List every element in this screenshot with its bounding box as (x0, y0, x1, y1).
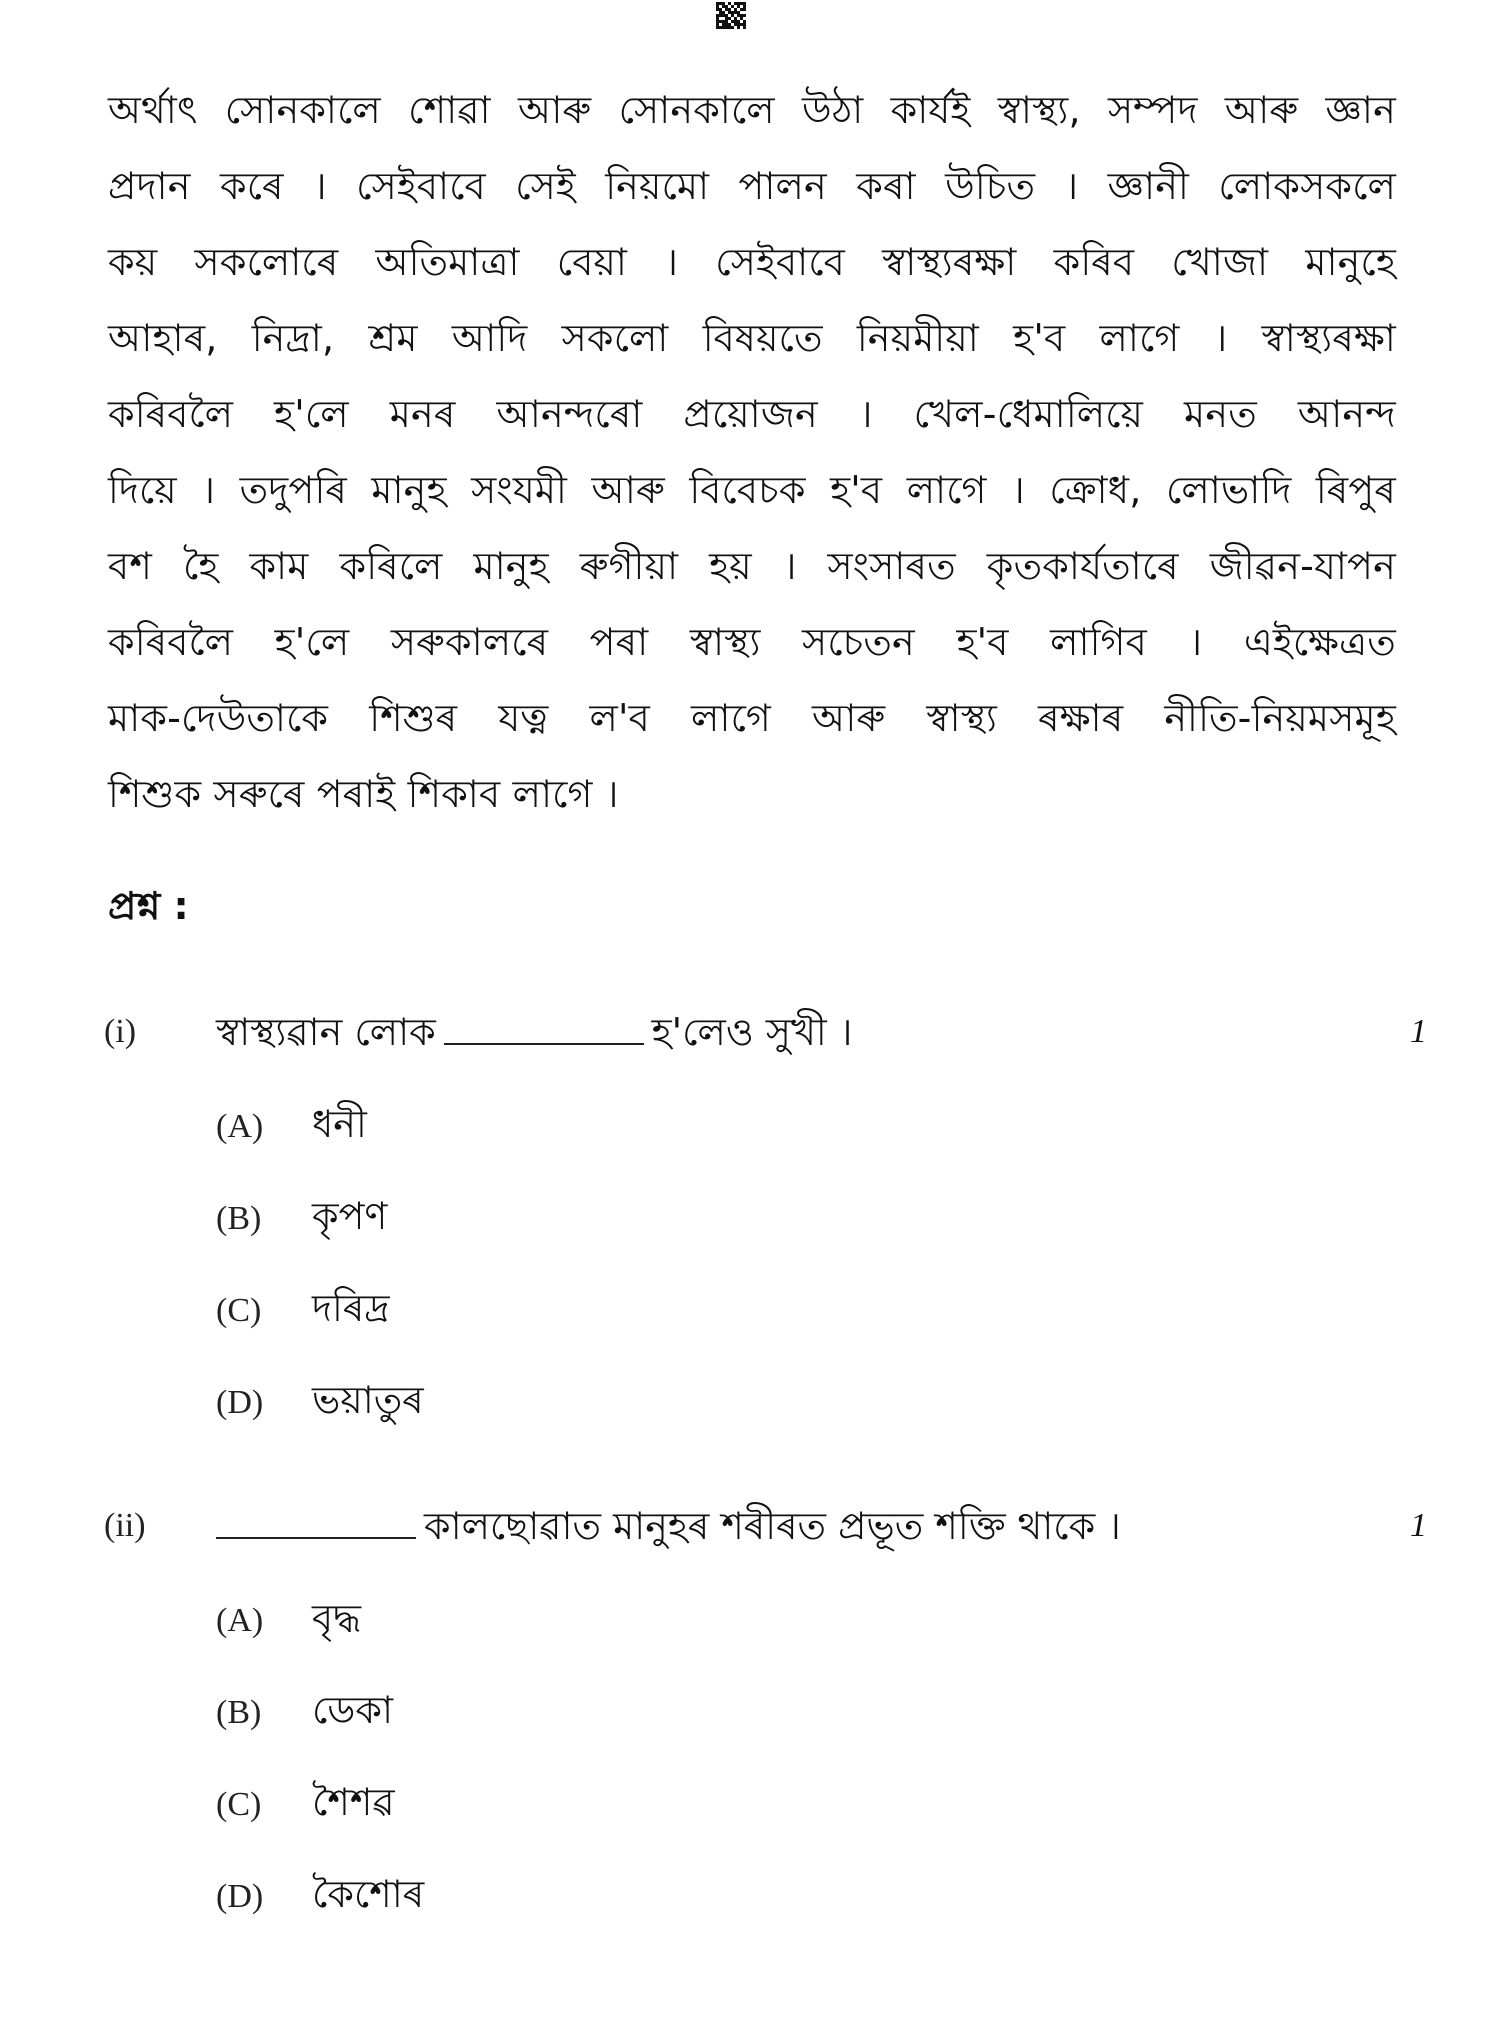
question-marks: 1 (1410, 1507, 1427, 1544)
option-label: (A) (216, 1108, 264, 1145)
option-c[interactable] (216, 1278, 389, 1338)
question-number: (i) (104, 1013, 137, 1050)
option-a[interactable] (216, 1094, 367, 1154)
passage-line: প্ৰদান কৰে । সেইবাবে সেই নিয়মো পালন কৰা উচিত । জ্ঞানী লোকসকলে (108, 164, 1396, 208)
question-text-after: কালছোৱাত মানুহৰ শৰীৰত প্ৰভূত শক্তি থাকে । (424, 1504, 1121, 1548)
option-text: ভয়াতুৰ (312, 1378, 424, 1422)
option-text: বৃদ্ধ (312, 1596, 362, 1640)
option-label: (D) (216, 1878, 264, 1915)
question-number: (ii) (104, 1507, 146, 1544)
option-label: (C) (216, 1786, 262, 1823)
question-text-before: স্বাস্থ্যৱান লোক (216, 1010, 436, 1054)
passage-line: মাক-দেউতাকে শিশুৰ যত্ন ল'ব লাগে আৰু স্বাস্থ্য ৰক্ষাৰ নীতি-নিয়মসমূহ (108, 696, 1396, 740)
option-b[interactable] (216, 1186, 387, 1246)
passage-line: আহাৰ, নিদ্ৰা, শ্ৰম আদি সকলো বিষয়তে নিয়মীয়া হ'ব লাগে । স্বাস্থ্যৰক্ষা (108, 316, 1396, 360)
answer-blank (216, 1505, 416, 1539)
question-text-after: হ'লেও সুখী । (651, 1010, 853, 1054)
answer-blank (444, 1011, 644, 1045)
passage-line: শিশুক সৰুৰে পৰাই শিকাব লাগে । (108, 772, 619, 816)
option-text: শৈশৱ (312, 1780, 395, 1824)
questions-heading: প্ৰশ্ন : (108, 884, 189, 928)
option-label: (B) (216, 1200, 262, 1237)
option-d[interactable] (216, 1864, 424, 1924)
option-c[interactable] (216, 1772, 395, 1832)
question-text (216, 1002, 852, 1062)
option-label: (B) (216, 1694, 262, 1731)
passage-line: কয় সকলোৰে অতিমাত্ৰা বেয়া । সেইবাবে স্বাস্থ্যৰক্ষা কৰিব খোজা মানুহে (108, 240, 1396, 284)
qr-code-icon (716, 2, 746, 32)
passage-line: বশ হৈ কাম কৰিলে মানুহ ৰুগীয়া হয় । সংসাৰত কৃতকাৰ্যতাৰে জীৱন-যাপন (108, 544, 1396, 588)
option-text: দৰিদ্ৰ (312, 1286, 390, 1330)
passage-line: কৰিবলৈ হ'লে মনৰ আনন্দৰো প্ৰয়োজন । খেল-ধেমালিয়ে মনত আনন্দ (108, 392, 1396, 436)
option-label: (A) (216, 1602, 264, 1639)
option-text: ডেকা (312, 1688, 393, 1732)
passage-line: দিয়ে । তদুপৰি মানুহ সংযমী আৰু বিবেচক হ'ব লাগে । ক্ৰোধ, লোভাদি ৰিপুৰ (108, 468, 1396, 512)
passage-line: কৰিবলৈ হ'লে সৰুকালৰে পৰা স্বাস্থ্য সচেতন হ'ব লাগিব । এইক্ষেত্ৰত (108, 620, 1396, 664)
option-label: (D) (216, 1384, 264, 1421)
passage-line: অৰ্থাৎ সোনকালে শোৱা আৰু সোনকালে উঠা কাৰ্যই স্বাস্থ্য, সম্পদ আৰু জ্ঞান (108, 88, 1396, 132)
option-text: ধনী (312, 1102, 367, 1146)
option-text: কৃপণ (312, 1194, 388, 1238)
option-b[interactable] (216, 1680, 393, 1740)
option-text: কৈশোৰ (312, 1872, 425, 1916)
option-a[interactable] (216, 1588, 361, 1648)
question-text (216, 1496, 1121, 1556)
passage (108, 72, 1396, 832)
option-label: (C) (216, 1292, 262, 1329)
question-marks: 1 (1410, 1013, 1427, 1050)
option-d[interactable] (216, 1370, 424, 1430)
